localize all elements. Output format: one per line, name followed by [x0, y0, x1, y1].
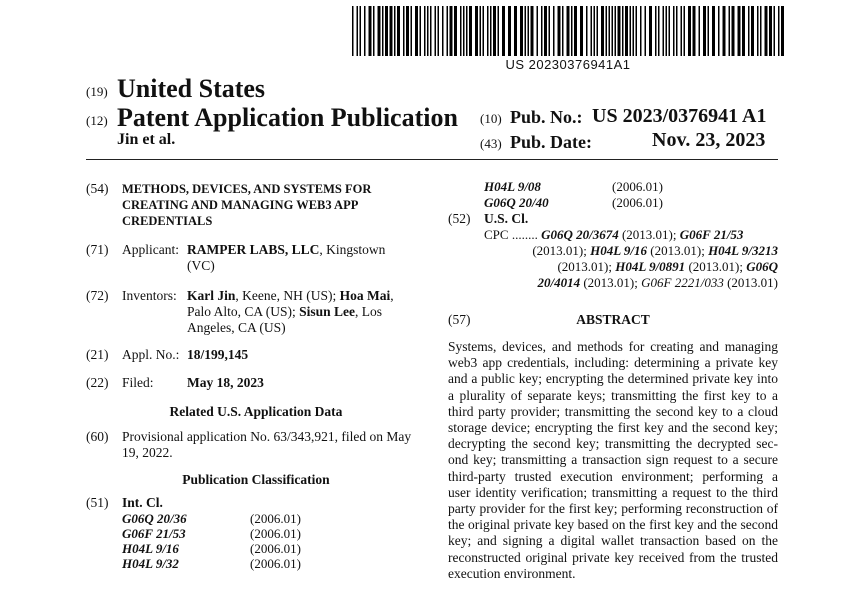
abstract-line: web3 app credentials, including: determining a private key: [448, 355, 778, 371]
pub-no: US 2023/0376941 A1: [592, 105, 767, 127]
provisional: [122, 429, 432, 461]
cpc-text: (2013.01);: [532, 243, 591, 258]
code-54: (54): [86, 181, 109, 196]
intcl-row: [122, 526, 322, 542]
barcode-bar: [373, 6, 375, 56]
barcode-bar: [742, 6, 745, 56]
document-type: Patent Application Publication: [117, 103, 458, 132]
barcode-bar: [460, 6, 462, 56]
barcode-bar: [580, 6, 583, 56]
barcode-bar: [630, 6, 632, 56]
barcode-bar: [712, 6, 715, 56]
barcode-bar: [438, 6, 440, 56]
barcode-bar: [558, 6, 561, 56]
barcode-bar: [688, 6, 691, 56]
barcode-bar: [769, 6, 772, 56]
intcl-row: [122, 556, 322, 572]
barcode-bar: [424, 6, 426, 56]
inventor-name: Sisun Lee: [299, 304, 356, 319]
barcode-bar: [528, 6, 530, 56]
intcl-year: (2006.01): [250, 556, 301, 571]
barcode-bar: [549, 6, 551, 56]
cpc-text: CPC ........: [484, 227, 542, 242]
barcode-bar: [718, 6, 720, 56]
cpc-text: (2013.01);: [580, 275, 642, 290]
abstract-line: ond key; transmitting a transaction sign request to a secure: [448, 452, 778, 468]
barcode-bar: [463, 6, 465, 56]
intcl-year: (2006.01): [612, 195, 663, 210]
inventor-location: , Los: [355, 304, 383, 319]
inventor-location: Palo Alto, CA (US);: [187, 304, 296, 319]
barcode-bar: [520, 6, 523, 56]
barcode-bar: [774, 6, 776, 56]
barcode-bar: [531, 6, 534, 56]
barcode-bar: [466, 6, 468, 56]
barcode-bar: [594, 6, 596, 56]
barcode-bar: [442, 6, 444, 56]
title-line: CREATING AND MANAGING WEB3 APP: [122, 198, 359, 212]
intcl-class: G06Q 20/36: [122, 511, 187, 526]
cpc-class: G06Q 20/3674: [541, 227, 619, 242]
pubclass-heading: Publication Classification: [182, 472, 330, 487]
filed-label: Filed:: [122, 375, 154, 390]
cpc-class: H04L 9/0891: [615, 259, 686, 274]
abstract-text: [448, 339, 778, 582]
cpc-line: [484, 227, 778, 243]
barcode-bar: [645, 6, 647, 56]
barcode-bar: [571, 6, 573, 56]
barcode-bar: [541, 6, 543, 56]
intcl-class: H04L 9/32: [122, 556, 179, 571]
filed-date: May 18, 2023: [187, 375, 264, 390]
pub-date-label: Pub. Date:: [510, 132, 592, 152]
intcl-row: [484, 179, 684, 195]
applicant-location: , Kingstown: [319, 242, 386, 257]
barcode-bar: [508, 6, 511, 56]
barcode-bar: [729, 6, 731, 56]
barcode-bar: [447, 6, 449, 56]
barcode-bar: [658, 6, 660, 56]
barcode-bar: [601, 6, 604, 56]
intcl-class: G06Q 20/40: [484, 195, 549, 210]
barcode-bar: [708, 6, 710, 56]
cpc-text: (2013.01): [723, 275, 778, 290]
code-43: (43): [480, 136, 502, 151]
barcode-bar: [649, 6, 652, 56]
barcode-bar: [751, 6, 754, 56]
abstract-line: storage device; encrypting the first key and the second key;: [448, 420, 778, 436]
barcode-bar: [502, 6, 505, 56]
barcode-bar: [427, 6, 429, 56]
abstract-line: and a public key; encrypting the determined private key into: [448, 371, 778, 387]
barcode-bar: [738, 6, 741, 56]
barcode-bar: [760, 6, 762, 56]
barcode-bar: [487, 6, 489, 56]
abstract-line: third-party trusted execution environment; performing a: [448, 468, 778, 484]
title-line: CREDENTIALS: [122, 214, 213, 228]
barcode-bar: [732, 6, 735, 56]
intcl-year: (2006.01): [250, 541, 301, 556]
cpc-block: [484, 227, 778, 291]
barcode-bar: [612, 6, 614, 56]
inventor-name: Hoa Mai: [339, 288, 391, 303]
abstract-line: key; and signing a digital wallet transaction based on the: [448, 533, 778, 549]
cpc-class: H04L 9/16: [590, 243, 648, 258]
barcode-bar: [378, 6, 381, 56]
barcode-bar: [364, 6, 366, 56]
intcl-label: Int. Cl.: [122, 495, 163, 510]
barcode-bar: [397, 6, 400, 56]
cpc-class: G06F 2221/033: [641, 275, 724, 290]
intcl-year: (2006.01): [250, 511, 301, 526]
inventor-short: Jin et al.: [117, 131, 176, 148]
barcode-bar: [420, 6, 422, 56]
inventors: [187, 288, 432, 336]
barcode-bar: [385, 6, 388, 56]
pub-date: Nov. 23, 2023: [652, 129, 766, 151]
barcode-bar: [390, 6, 393, 56]
abstract-heading: ABSTRACT: [576, 312, 650, 327]
related-heading: Related U.S. Application Data: [169, 404, 343, 419]
barcode-bar: [574, 6, 577, 56]
barcode-bar: [640, 6, 642, 56]
barcode-bar: [490, 6, 492, 56]
barcode-bar: [666, 6, 668, 56]
code-12: (12): [86, 113, 108, 128]
abstract-line: the original private key based on the first key and the second: [448, 517, 778, 533]
header-rule: [86, 159, 778, 160]
barcode-bar: [514, 6, 517, 56]
code-51: (51): [86, 495, 109, 510]
barcode-bar: [360, 6, 362, 56]
provisional-line: Provisional application No. 63/343,921, filed on May: [122, 429, 412, 444]
abstract-line: party provider for the first key; performing reconstruction of: [448, 501, 778, 517]
barcode-bar: [480, 6, 482, 56]
barcode-bar: [669, 6, 671, 56]
code-71: (71): [86, 242, 109, 257]
cpc-line: [484, 259, 778, 275]
cpc-class: 20/4014: [537, 275, 581, 290]
appl-label: Appl. No.:: [122, 347, 180, 362]
barcode-bar: [748, 6, 750, 56]
cpc-class: H04L 9/3213: [708, 243, 778, 258]
barcode-bar: [553, 6, 555, 56]
inventor-location: Angeles, CA (US): [187, 320, 286, 335]
cpc-line: [484, 275, 778, 291]
barcode-bar: [673, 6, 675, 56]
barcode-bar: [469, 6, 472, 56]
barcode-bar: [369, 6, 372, 56]
barcode-bar: [681, 6, 683, 56]
barcode-bar: [435, 6, 437, 56]
code-72: (72): [86, 288, 109, 303]
barcode-bar: [562, 6, 564, 56]
barcode-bar: [537, 6, 539, 56]
barcode-bar: [781, 6, 784, 56]
barcode-bar: [544, 6, 547, 56]
barcode-bar: [415, 6, 418, 56]
abstract-line: execution environment.: [448, 565, 576, 581]
intcl-row: [122, 541, 322, 557]
barcode-bar: [633, 6, 635, 56]
barcode-bar: [676, 6, 678, 56]
barcode-bar: [406, 6, 409, 56]
barcode-bar: [609, 6, 611, 56]
barcode-bar: [663, 6, 665, 56]
barcode-bar: [778, 6, 780, 56]
barcode-bar: [498, 6, 500, 56]
cpc-line: [484, 243, 778, 259]
barcode-bar: [618, 6, 621, 56]
barcode-bar: [636, 6, 638, 56]
barcode-bar: [454, 6, 457, 56]
barcode-bar: [591, 6, 593, 56]
barcode-bar: [403, 6, 405, 56]
intcl-year: (2006.01): [250, 526, 301, 541]
barcode-bar: [693, 6, 696, 56]
applicant-name: RAMPER LABS, LLC: [187, 242, 320, 257]
code-22: (22): [86, 375, 109, 390]
barcode-bar: [655, 6, 657, 56]
abstract-line: user identity verification; transmitting a request to the third: [448, 484, 778, 500]
barcode-bar: [625, 6, 628, 56]
inventor-sep: ,: [390, 288, 394, 303]
barcode-bar: [483, 6, 485, 56]
barcode-bar: [586, 6, 588, 56]
barcode-bar: [394, 6, 396, 56]
intcl-row: [484, 195, 684, 211]
barcode-bar: [450, 6, 453, 56]
barcode-bar: [597, 6, 599, 56]
barcode-bar: [475, 6, 478, 56]
barcode-bar: [493, 6, 496, 56]
title: [122, 181, 422, 229]
code-21: (21): [86, 347, 109, 362]
cpc-text: (2013.01);: [618, 227, 680, 242]
code-60: (60): [86, 429, 109, 444]
applicant-label: Applicant:: [122, 242, 179, 257]
barcode-bar: [615, 6, 617, 56]
country: United States: [117, 74, 266, 103]
barcode-bar: [684, 6, 686, 56]
barcode-bar: [606, 6, 608, 56]
cpc-class: G06Q: [746, 259, 778, 274]
appl-no: 18/199,145: [187, 347, 249, 362]
barcode-bar: [525, 6, 527, 56]
barcode-bar: [430, 6, 432, 56]
barcode-bar: [765, 6, 768, 56]
barcode-bar: [703, 6, 706, 56]
cpc-text: (2013.01);: [557, 259, 616, 274]
inventors-label: Inventors:: [122, 288, 177, 303]
intcl-class: G06F 21/53: [122, 526, 186, 541]
barcode-bar: [352, 6, 354, 56]
barcode-bar: [723, 6, 726, 56]
abstract-line: Systems, devices, and methods for creating and managing: [448, 339, 778, 354]
inventor-name: Karl Jin: [187, 288, 236, 303]
barcode-bar: [699, 6, 701, 56]
cpc-text: (2013.01);: [647, 243, 709, 258]
code-57: (57): [448, 312, 471, 327]
code-10: (10): [480, 111, 502, 126]
barcode-bar: [622, 6, 624, 56]
intcl-row: [122, 511, 322, 527]
barcode-bar: [357, 6, 359, 56]
uscl-label: U.S. Cl.: [484, 211, 529, 226]
applicant-country: (VC): [187, 258, 215, 273]
title-line: METHODS, DEVICES, AND SYSTEMS FOR: [122, 182, 372, 196]
applicant: [187, 242, 427, 274]
cpc-text: (2013.01);: [685, 259, 747, 274]
cpc-class: G06F 21/53: [679, 227, 744, 242]
inventor-location: , Keene, NH (US);: [235, 288, 337, 303]
barcode: [352, 6, 784, 56]
code-52: (52): [448, 211, 471, 226]
barcode-bar: [411, 6, 413, 56]
intcl-class: H04L 9/16: [122, 541, 179, 556]
abstract-line: decrypting the second key; transmitting the decrypted sec-: [448, 436, 778, 452]
intcl-year: (2006.01): [612, 179, 663, 194]
abstract-line: a plurality of separate keys; transmitting the first key to a: [448, 387, 778, 403]
abstract-line: reconstructed original private key received from the trusted: [448, 549, 778, 565]
provisional-line: 19, 2022.: [122, 445, 173, 460]
code-19: (19): [86, 84, 108, 99]
barcode-bar: [757, 6, 759, 56]
barcode-number: US 20230376941A1: [505, 57, 631, 72]
abstract-line: third party provider; transmitting the second key to a cloud: [448, 403, 778, 419]
intcl-class: H04L 9/08: [484, 179, 541, 194]
barcode-bar: [382, 6, 384, 56]
pub-no-label: Pub. No.:: [510, 107, 583, 127]
barcode-bar: [567, 6, 570, 56]
